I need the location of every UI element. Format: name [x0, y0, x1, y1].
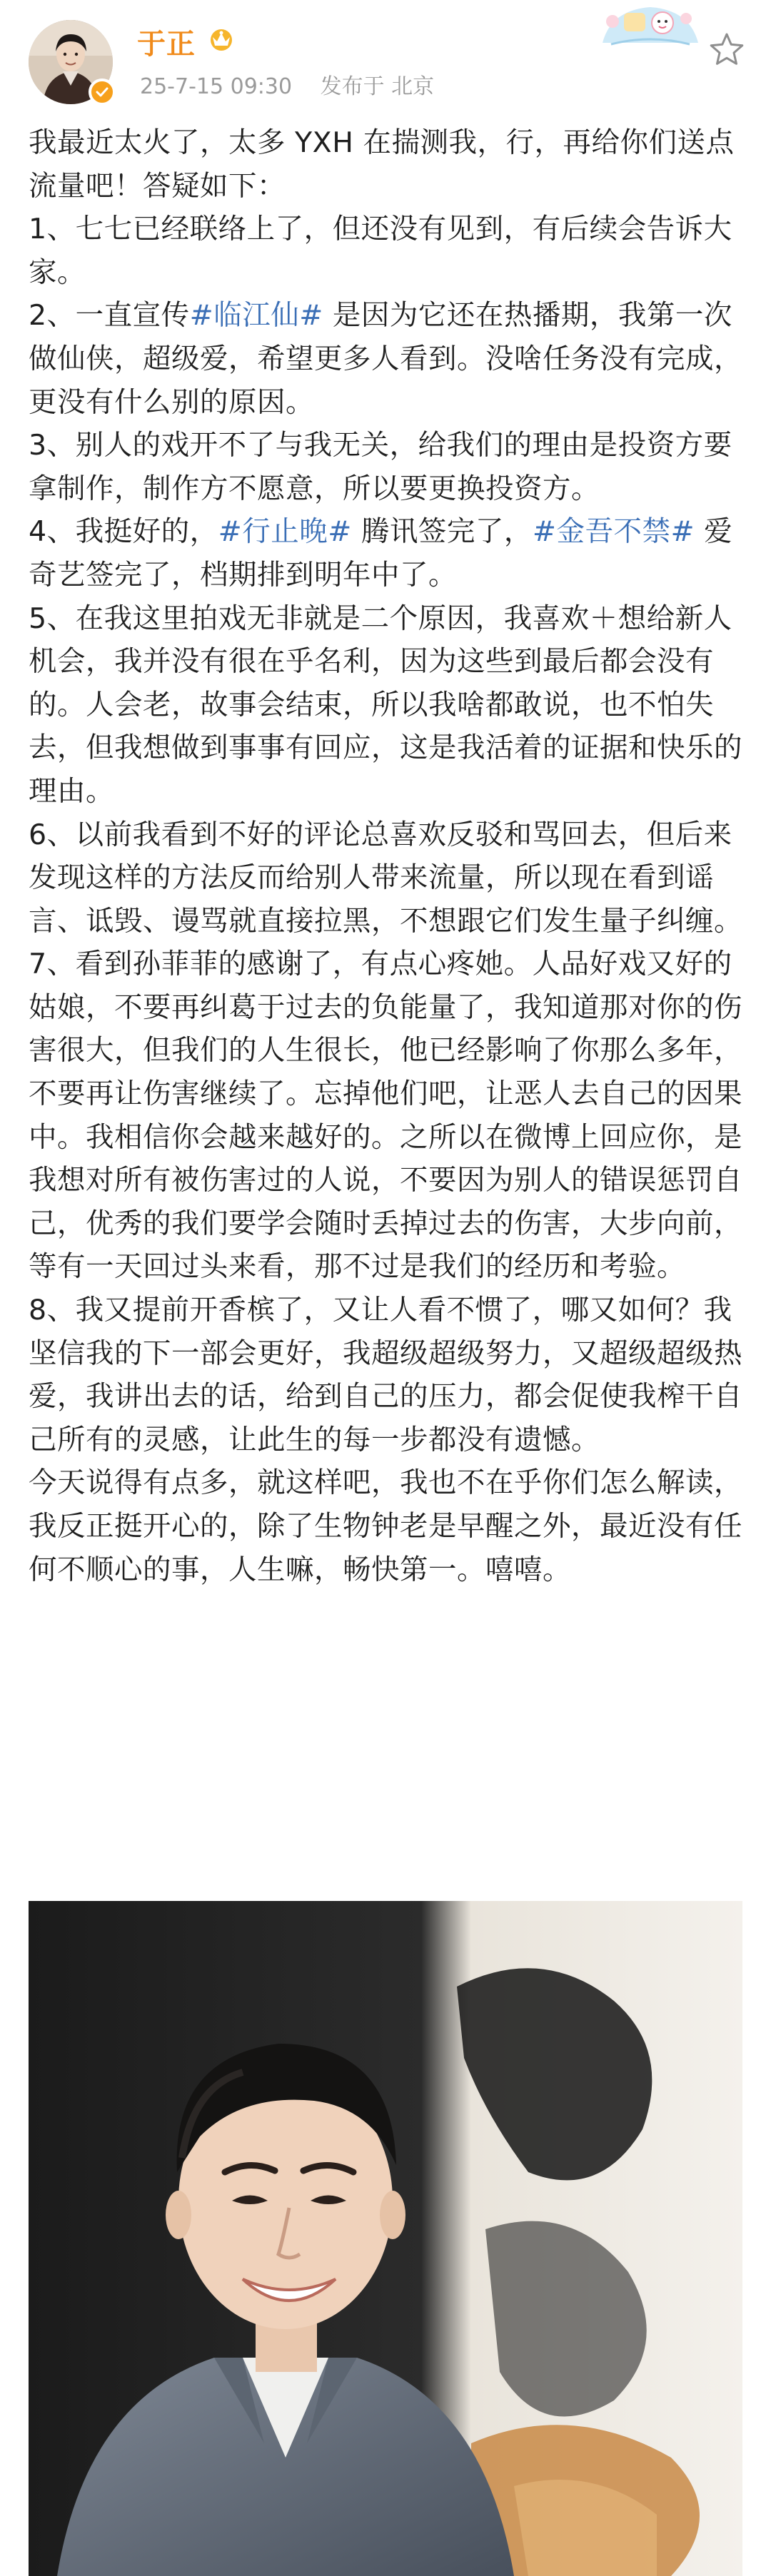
- paragraph-text: 是因为它还在热播期，我第一次做仙侠，超级爱，希望更多人看到。没啥任务没有完成，更没有什么别的原因。: [29, 299, 742, 419]
- hashtag-link[interactable]: #临江仙#: [189, 299, 323, 333]
- post-date: 25-7-15 09:30: [140, 74, 293, 99]
- crown-icon: [206, 23, 237, 54]
- hashtag-link[interactable]: #行止晚#: [218, 515, 352, 549]
- paragraph-text: 1、七七已经联络上了，但还没有见到，有后续会告诉大家。: [29, 213, 732, 289]
- paragraph-text: 5、在我这里拍戏无非就是二个原因，我喜欢＋想给新人机会，我并没有很在乎名利，因为这些到最后都会没有的。人会老，故事会结束，所以我啥都敢说，也不怕失去，但我想做到事事有回应，这是我活着的证据和快乐的理由。: [29, 602, 742, 808]
- verified-badge-icon: [89, 78, 116, 106]
- post-paragraph: [29, 1289, 748, 1461]
- avatar[interactable]: [29, 20, 113, 104]
- paragraph-text: 8、我又提前开香槟了，又让人看不惯了，哪又如何？我坚信我的下一部会更好，我超级超级努力，又超级超级热爱，我讲出去的话，给到自己的压力，都会促使我榨干自己所有的灵感，让此生的每一步都没有遗憾。: [29, 1294, 742, 1456]
- post-paragraph: [29, 943, 748, 1289]
- post-location: 发布于 北京: [320, 74, 435, 99]
- decorative-sticker: [597, 0, 704, 56]
- post-paragraph: [29, 208, 748, 294]
- star-icon[interactable]: [707, 30, 747, 70]
- post-meta: [140, 69, 455, 100]
- paragraph-text: 2、一直宣传: [29, 299, 190, 333]
- post-paragraph: [29, 813, 748, 943]
- post-paragraph: [29, 424, 748, 510]
- paragraph-text: 爱奇艺签完了，档期排到明年中了。: [29, 515, 733, 592]
- post-text: [29, 121, 748, 1591]
- post-header: [0, 0, 771, 107]
- author-name[interactable]: 于正: [137, 28, 196, 61]
- paragraph-text: 今天说得有点多，就这样吧，我也不在乎你们怎么解读，我反正挺开心的，除了生物钟老是早醒之外，最近没有任何不顺心的事，人生嘛，畅快第一。嘻嘻。: [29, 1466, 742, 1586]
- post-paragraph: [29, 294, 748, 424]
- paragraph-text: 6、以前我看到不好的评论总喜欢反驳和骂回去，但后来发现这样的方法反而给别人带来流量，所以现在看到谣言、诋毁、谩骂就直接拉黑，不想跟它们发生量子纠缠。: [29, 818, 742, 938]
- post-paragraph: [29, 597, 748, 813]
- portrait-photo: [29, 1901, 742, 2576]
- paragraph-text: 7、看到孙菲菲的感谢了，有点心疼她。人品好戏又好的姑娘，不要再纠葛于过去的负能量了，我知道那对你的伤害很大，但我们的人生很长，他已经影响了你那么多年，不要再让伤害继续了。忘掉他们吧，让恶人去自己的因果中。我相信你会越来越好的。之所以在微博上回应你，是我想对所有被伤害过的人说，不要因为别人的错误惩罚自己，优秀的我们要学会随时丢掉过去的伤害，大步向前，等有一天回过头来看，那不过是我们的经历和考验。: [29, 948, 742, 1284]
- paragraph-text: 4、我挺好的，: [29, 515, 218, 549]
- paragraph-text: 我最近太火了，太多 YXH 在揣测我，行，再给你们送点流量吧！答疑如下：: [29, 126, 735, 203]
- paragraph-text: 3、别人的戏开不了与我无关，给我们的理由是投资方要拿制作，制作方不愿意，所以要更换投资方。: [29, 429, 732, 505]
- post-paragraph: [29, 1461, 748, 1591]
- check-icon: [95, 85, 109, 99]
- post-paragraph: [29, 510, 748, 597]
- post-paragraph: [29, 121, 748, 208]
- post-image[interactable]: [29, 1901, 742, 2576]
- paragraph-text: 腾讯签完了，: [351, 515, 533, 549]
- hashtag-link[interactable]: #金吾不禁#: [532, 515, 695, 549]
